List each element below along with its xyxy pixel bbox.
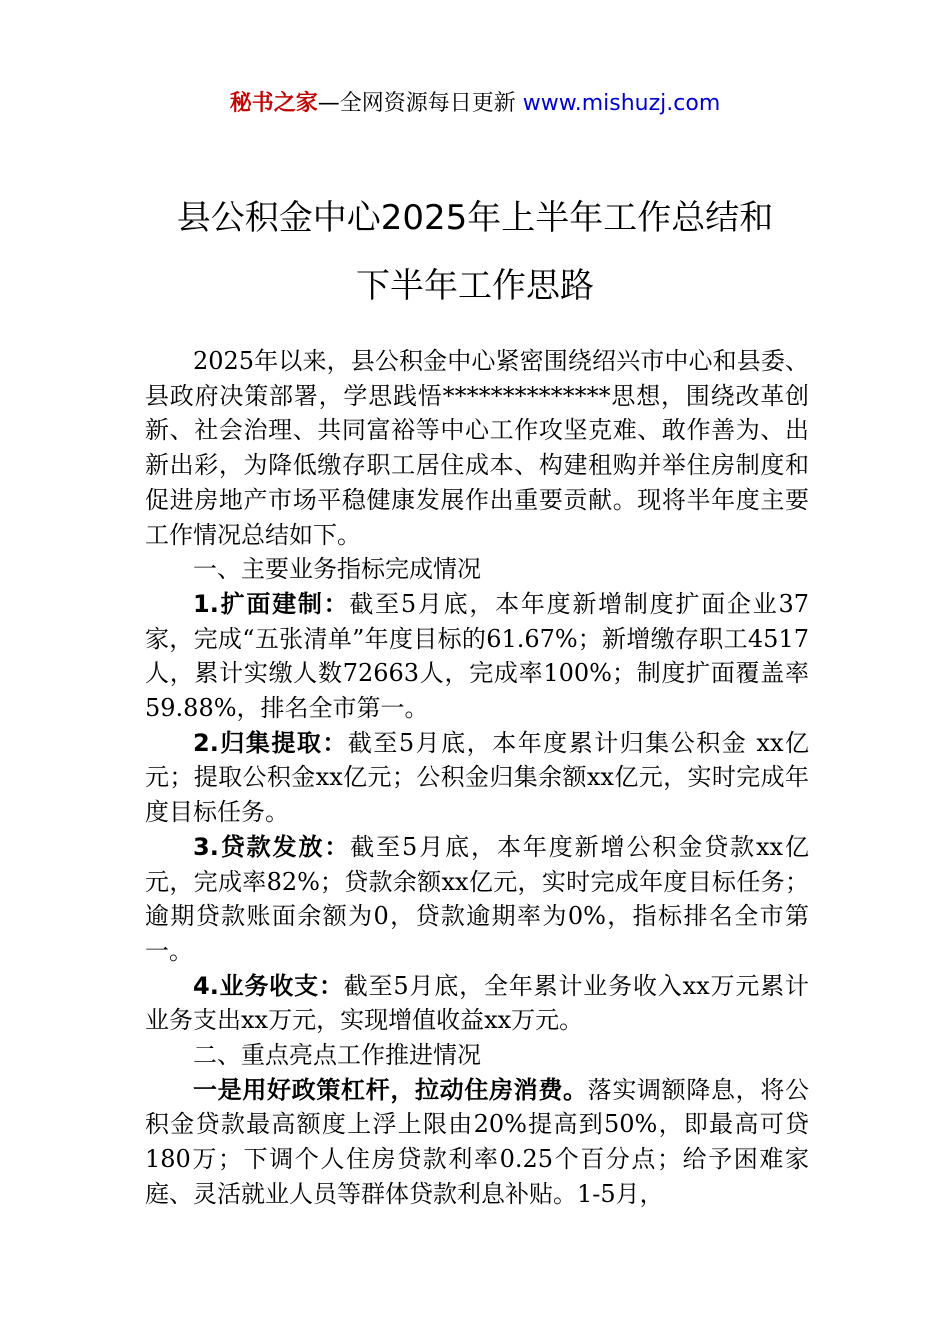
site-brand: 秘书之家 (229, 91, 318, 116)
item-label-2: 2.归集提取： (193, 728, 348, 757)
item-paragraph-3 (145, 830, 809, 969)
item-text-3: 截至5月底，本年度新增公积金贷款xx亿元，完成率82%；贷款余额xx亿元，实时完成年度目标任务；逾期贷款账面余额为0，贷款逾期率为0%，指标排名全市第一。 (145, 832, 809, 965)
item-text-4: 截至5月底，全年累计业务收入xx万元累计业务支出xx万元，实现增值收益xx万元。 (145, 971, 809, 1035)
point-label-1: 一是用好政策杠杆，拉动住房消费。 (193, 1075, 588, 1104)
item-text-1: 截至5月底，本年度新增制度扩面企业37家，完成“五张清单”年度目标的61.67%；新增缴存职工4517人，累计实缴人数72663人，完成率100%；制度扩面覆盖率59.88%，排名全市第一。 (145, 589, 809, 723)
point-text-1: 落实调额降息，将公积金贷款最高额度上浮上限由20%提高到50%，即最高可贷180万；下调个人住房贷款利率0.25个百分点；给予困难家庭、灵活就业人员等群体贷款利息补贴。1-5月， (145, 1075, 810, 1208)
document-title-line-2: 下半年工作思路 (356, 266, 594, 306)
site-tagline: —全网资源每日更新 (317, 91, 523, 116)
document-title-line-1: 县公积金中心2025年上半年工作总结和 (176, 198, 774, 238)
item-label-4: 4.业务收支： (193, 971, 344, 1000)
site-header (0, 88, 950, 120)
item-paragraph-1 (145, 587, 809, 726)
site-url-link[interactable]: www.mishuzj.com (522, 91, 721, 116)
point-paragraph-1 (145, 1073, 809, 1212)
item-paragraph-2 (145, 726, 809, 830)
section-heading-1: 一、主要业务指标完成情况 (193, 555, 481, 584)
item-label-1: 1.扩面建制： (193, 589, 350, 618)
item-paragraph-4 (145, 969, 809, 1038)
item-text-2: 截至5月底，本年度累计归集公积金 xx亿元；提取公积金xx亿元；公积金归集余额xx亿元，实时完成年度目标任务。 (145, 728, 809, 827)
item-label-3: 3.贷款发放： (193, 832, 351, 861)
section-heading-2: 二、重点亮点工作推进情况 (193, 1041, 481, 1070)
document-body (145, 344, 809, 1212)
intro-paragraph: 2025年以来，县公积金中心紧密围绕绍兴市中心和县委、县政府决策部署，学思践悟**************思想，围绕改革创新、社会治理、共同富裕等中心工作攻坚克难、敢作善为、出新出彩，为降低缴存职工居住成本、构建租购并举住房制度和促进房地产市场平稳健康发展作出重要贡献。现将半年度主要工作情况总结如下。 (145, 347, 809, 549)
